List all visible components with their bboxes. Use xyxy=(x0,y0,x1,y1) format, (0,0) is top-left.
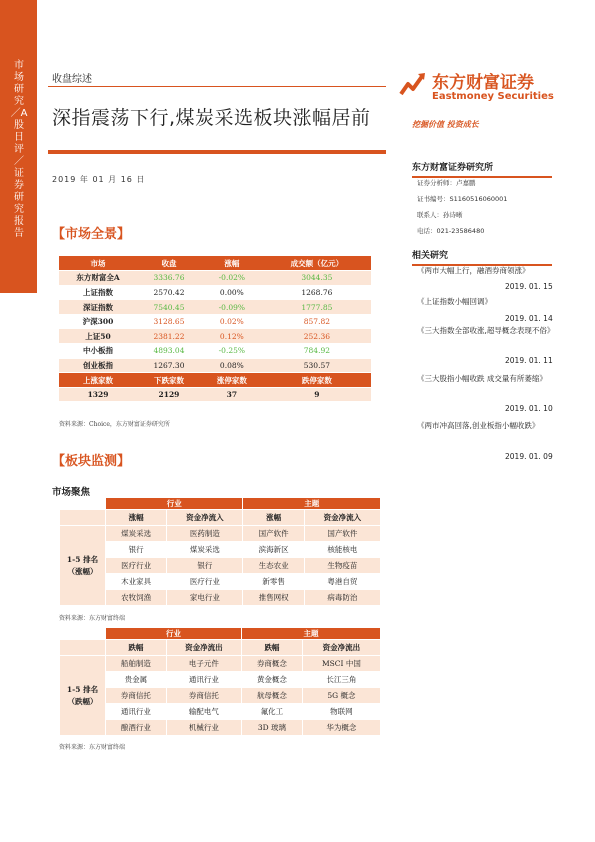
table-row xyxy=(60,558,381,574)
sector-cell: 氟化工 xyxy=(242,704,303,720)
table-row xyxy=(59,314,371,329)
sector-cell: 医疗行业 xyxy=(167,574,243,590)
column-header: 涨幅 xyxy=(106,510,167,526)
column-header: 下跌家数 xyxy=(137,373,201,388)
column-header: 资金净流出 xyxy=(166,640,241,656)
advancing-count: 1329 xyxy=(59,387,137,402)
related-report-date: 2019. 01. 11 xyxy=(505,356,553,365)
column-header: 跌幅 xyxy=(242,640,303,656)
related-report-title[interactable]: 《上证指数小幅回调》 xyxy=(417,297,492,306)
sector-cell: 滨海新区 xyxy=(243,542,304,558)
sector-cell: 船舶制造 xyxy=(106,656,167,672)
market-name-cell: 上证50 xyxy=(59,329,137,344)
sector-cell: 煤炭采选 xyxy=(167,542,243,558)
losers-source-note: 资料来源：东方财富终端 xyxy=(59,744,126,751)
table-row xyxy=(60,656,381,672)
market-overview-tag: 【市场全景】 xyxy=(52,227,131,242)
related-report-date: 2019. 01. 09 xyxy=(505,452,553,461)
sector-cell: 生态农业 xyxy=(243,558,304,574)
table-row xyxy=(59,344,371,359)
column-header: 上涨家数 xyxy=(59,373,137,388)
sector-cell: 医药制造 xyxy=(167,526,243,542)
related-research-title: 相关研究 xyxy=(412,248,552,266)
sector-cell: 航母概念 xyxy=(242,688,303,704)
rank-label: 1-5 排名（跌幅） xyxy=(60,656,106,736)
table-row xyxy=(59,271,371,286)
market-name-cell: 东方财富全A xyxy=(59,271,137,286)
market-name-cell: 深证指数 xyxy=(59,300,137,315)
column-header: 涨幅 xyxy=(243,510,304,526)
sector-cell: 家电行业 xyxy=(167,590,243,606)
rank-label: 1-5 排名（涨幅） xyxy=(60,526,106,606)
sector-cell: 贵金属 xyxy=(106,672,167,688)
related-report-date: 2019. 01. 10 xyxy=(505,404,553,413)
analyst-name: 证券分析师：卢嘉鹏 xyxy=(417,179,476,187)
table-row xyxy=(60,590,381,606)
sector-cell: 银行 xyxy=(106,542,167,558)
brand-name-en: Eastmoney Securities xyxy=(432,91,554,102)
sector-cell: 酿酒行业 xyxy=(106,720,167,736)
sector-cell: 通讯行业 xyxy=(166,672,241,688)
sector-cell: 通讯行业 xyxy=(106,704,167,720)
change-cell: 0.02% xyxy=(201,314,263,329)
related-report-title[interactable]: 《两市冲高回落,创业板指小幅收跌》 xyxy=(417,421,540,430)
table-row xyxy=(60,542,381,558)
turnover-cell: 1777.85 xyxy=(263,300,371,315)
turnover-cell: 530.57 xyxy=(263,358,371,373)
market-source-note: 资料来源：Choice，东方财富证券研究所 xyxy=(59,421,170,428)
sector-cell: 机械行业 xyxy=(166,720,241,736)
sector-cell: 黄金概念 xyxy=(242,672,303,688)
sector-cell: 国产软件 xyxy=(304,526,380,542)
market-focus-subtitle: 市场聚焦 xyxy=(52,487,91,498)
institute-title: 东方财富证券研究所 xyxy=(412,160,552,178)
group-header: 主题 xyxy=(243,498,381,510)
table-row xyxy=(60,704,381,720)
sector-cell: 核能核电 xyxy=(304,542,380,558)
brand-mark-icon xyxy=(398,70,428,100)
change-cell: 0.12% xyxy=(201,329,263,344)
group-header: 主题 xyxy=(242,628,381,640)
related-report-title[interactable]: 《三大股指小幅收跌 成交量有所萎缩》 xyxy=(417,374,547,383)
brand-name-cn: 东方财富证券 xyxy=(432,73,534,93)
related-report-date: 2019. 01. 15 xyxy=(505,282,553,291)
close-cell: 3128.65 xyxy=(137,314,201,329)
sector-cell: 输配电气 xyxy=(166,704,241,720)
sector-cell: 煤炭采选 xyxy=(106,526,167,542)
column-header: 市场 xyxy=(59,256,137,271)
group-header-row xyxy=(60,498,381,510)
change-cell: 0.00% xyxy=(201,285,263,300)
table-row xyxy=(59,300,371,315)
breadth-values-row xyxy=(59,387,371,402)
group-header-row xyxy=(60,628,381,640)
close-cell: 1267.30 xyxy=(137,358,201,373)
sector-cell: 券商概念 xyxy=(242,656,303,672)
top-rule xyxy=(48,86,386,87)
related-report-title[interactable]: 《两市大幅上行，融酒券商领涨》 xyxy=(417,266,530,275)
column-header-row xyxy=(60,640,381,656)
sector-cell: 生物疫苗 xyxy=(304,558,380,574)
breadth-header-row xyxy=(59,373,371,388)
sector-cell: 券商信托 xyxy=(166,688,241,704)
turnover-cell: 857.82 xyxy=(263,314,371,329)
column-header: 资金净流出 xyxy=(302,640,380,656)
turnover-cell: 784.92 xyxy=(263,344,371,359)
sector-cell: 银行 xyxy=(167,558,243,574)
column-header: 成交额（亿元） xyxy=(263,256,371,271)
contact-phone: 电话：021-23586480 xyxy=(417,227,485,235)
market-name-cell: 沪深300 xyxy=(59,314,137,329)
close-cell: 3336.76 xyxy=(137,271,201,286)
change-cell: -0.09% xyxy=(201,300,263,315)
column-header-row xyxy=(60,510,381,526)
certificate-number: 证书编号：S1160516060001 xyxy=(417,195,508,203)
turnover-cell: 1268.76 xyxy=(263,285,371,300)
change-cell: 0.08% xyxy=(201,358,263,373)
sector-monitor-tag: 【板块监测】 xyxy=(52,454,131,469)
close-cell: 4893.04 xyxy=(137,344,201,359)
side-band-label: 市场研究／A股日评／证券研究报告 xyxy=(10,60,28,239)
gainers-source-note: 资料来源：东方财富终端 xyxy=(59,615,126,622)
column-header: 涨幅 xyxy=(201,256,263,271)
table-row xyxy=(60,574,381,590)
declining-count: 2129 xyxy=(137,387,201,402)
title-rule xyxy=(48,150,386,154)
change-cell: -0.25% xyxy=(201,344,263,359)
table-header-row xyxy=(59,256,371,271)
table-row xyxy=(59,329,371,344)
sector-cell: 华为概念 xyxy=(302,720,380,736)
table-row xyxy=(59,285,371,300)
table-row xyxy=(60,526,381,542)
related-report-title[interactable]: 《三大指数全部收涨,超导概念表现不俗》 xyxy=(417,326,555,335)
losers-table xyxy=(59,627,381,736)
close-cell: 2570.42 xyxy=(137,285,201,300)
close-cell: 2381.22 xyxy=(137,329,201,344)
sector-cell: 新零售 xyxy=(243,574,304,590)
gainers-table xyxy=(59,497,381,606)
sector-cell: 国产软件 xyxy=(243,526,304,542)
market-name-cell: 创业板指 xyxy=(59,358,137,373)
sector-cell: MSCI 中国 xyxy=(302,656,380,672)
column-header: 资金净流入 xyxy=(167,510,243,526)
table-row xyxy=(60,688,381,704)
turnover-cell: 3044.35 xyxy=(263,271,371,286)
sector-cell: 病毒防治 xyxy=(304,590,380,606)
column-header: 收盘 xyxy=(137,256,201,271)
column-header: 跌停家数 xyxy=(263,373,371,388)
sector-cell: 长江三角 xyxy=(302,672,380,688)
close-cell: 7540.45 xyxy=(137,300,201,315)
page-title: 深指震荡下行,煤炭采选板块涨幅居前 xyxy=(52,107,371,129)
column-header: 跌幅 xyxy=(106,640,167,656)
sector-cell: 农牧饲渔 xyxy=(106,590,167,606)
column-header: 涨停家数 xyxy=(201,373,263,388)
sector-cell: 物联网 xyxy=(302,704,380,720)
section-label: 收盘综述 xyxy=(52,74,92,85)
report-date: 2019 年 01 月 16 日 xyxy=(52,175,146,184)
group-header: 行业 xyxy=(106,498,243,510)
market-name-cell: 上证指数 xyxy=(59,285,137,300)
related-report-date: 2019. 01. 14 xyxy=(505,314,553,323)
group-header: 行业 xyxy=(106,628,242,640)
turnover-cell: 252.36 xyxy=(263,329,371,344)
sector-cell: 5G 概念 xyxy=(302,688,380,704)
sector-cell: 木业家具 xyxy=(106,574,167,590)
sector-cell: 券商信托 xyxy=(106,688,167,704)
sector-cell: 电子元件 xyxy=(166,656,241,672)
limit-up-count: 37 xyxy=(201,387,263,402)
sector-cell: 3D 玻璃 xyxy=(242,720,303,736)
brand-slogan: 挖掘价值 投资成长 xyxy=(412,120,479,129)
column-header: 资金净流入 xyxy=(304,510,380,526)
limit-down-count: 9 xyxy=(263,387,371,402)
market-overview-table xyxy=(59,256,371,402)
sector-cell: 推售网权 xyxy=(243,590,304,606)
brand-logo xyxy=(398,68,554,108)
market-name-cell: 中小板指 xyxy=(59,344,137,359)
table-row xyxy=(60,720,381,736)
table-row xyxy=(59,358,371,373)
sector-cell: 医疗行业 xyxy=(106,558,167,574)
sector-cell: 粤港自贸 xyxy=(304,574,380,590)
change-cell: -0.02% xyxy=(201,271,263,286)
contact-person: 联系人：孙诗晰 xyxy=(417,211,463,219)
table-row xyxy=(60,672,381,688)
